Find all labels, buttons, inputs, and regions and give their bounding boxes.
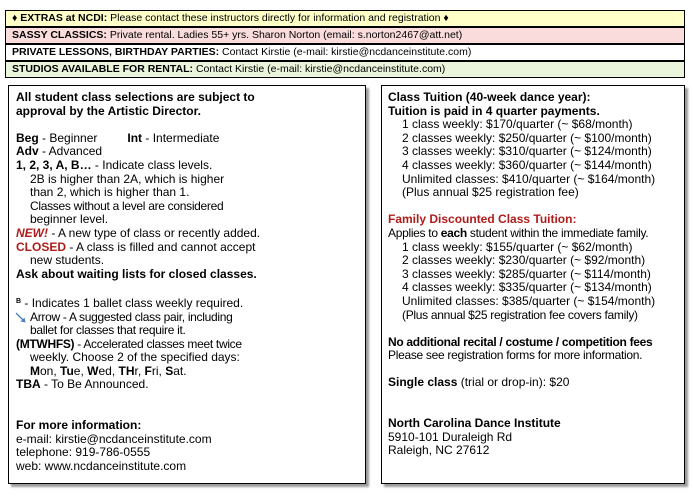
single-class-label: Single class bbox=[388, 375, 458, 390]
day-rest: on, bbox=[40, 363, 61, 378]
mtwhfs-abbr: (MTWHFS) bbox=[16, 336, 75, 351]
family-row: 4 classes weekly: $335/quarter (~ $134/month) bbox=[402, 280, 652, 295]
day-abbr: S bbox=[165, 363, 174, 378]
sassy-title: SASSY CLASSICS: bbox=[12, 29, 107, 41]
family-row: Unlimited classes: $385/quarter (~ $154/month) bbox=[402, 293, 656, 308]
family-applies-b: each bbox=[440, 225, 467, 240]
new-label: NEW! bbox=[16, 225, 48, 240]
tuition-row: 2 classes weekly: $250/quarter (~ $100/month) bbox=[402, 130, 652, 145]
int-abbr: Int bbox=[127, 130, 143, 145]
day-rest: ed, bbox=[98, 363, 119, 378]
levels-line-3: than 2, which is higher than 1. bbox=[30, 185, 190, 200]
levels-text: - Indicate class levels. bbox=[91, 157, 213, 172]
mtwhfs-line-2: weekly. Choose 2 of the specified days: bbox=[30, 350, 240, 365]
private-text: Contact Kirstie (e-mail: kirstie@ncdanceinstitute.com) bbox=[219, 46, 472, 58]
extras-text: Please contact these instructors directly for information and registration bbox=[107, 12, 444, 24]
extras-banner bbox=[5, 10, 685, 27]
closed-text: - A class is filled and cannot accept bbox=[66, 239, 256, 254]
no-fees-note: No additional recital / costume / competition fees bbox=[388, 334, 653, 349]
day-abbr: Tu bbox=[60, 363, 74, 378]
tuition-row: 1 class weekly: $170/quarter (~ $68/month) bbox=[402, 117, 633, 132]
family-row: (Plus annual $25 registration fee covers family) bbox=[402, 307, 638, 322]
day-rest: r, bbox=[134, 363, 145, 378]
studio-rental-banner bbox=[5, 61, 685, 78]
tuition-row: (Plus annual $25 registration fee) bbox=[402, 185, 579, 200]
tuition-payment-note: Tuition is paid in 4 quarter payments. bbox=[388, 103, 600, 118]
family-row: 2 classes weekly: $230/quarter (~ $92/month) bbox=[402, 253, 646, 268]
beg-text: - Beginner bbox=[38, 130, 98, 145]
address-line-1: 5910-101 Duraleigh Rd bbox=[388, 429, 513, 444]
diamond-left-icon: ♦ bbox=[12, 12, 18, 24]
tuition-title: Class Tuition bbox=[388, 90, 463, 104]
ballet-text: - Indicates 1 ballet class weekly required. bbox=[21, 295, 244, 310]
tuition-row: 3 classes weekly: $310/quarter (~ $124/month) bbox=[402, 144, 652, 159]
day-abbr: F bbox=[144, 363, 152, 378]
adv-abbr: Adv bbox=[16, 144, 39, 159]
intro-line-1: All student class selections are subject to bbox=[16, 90, 255, 104]
family-tuition-title: Family Discounted Class Tuition: bbox=[388, 212, 577, 227]
tuition-subtitle: (40-week dance year): bbox=[462, 90, 591, 104]
waiting-list-note: Ask about waiting lists for closed classes. bbox=[16, 266, 257, 281]
adv-line bbox=[16, 145, 358, 159]
days-line bbox=[16, 365, 358, 379]
arrow-line bbox=[16, 311, 358, 325]
contact-web: web: www.ncdanceinstitute.com bbox=[16, 459, 187, 474]
org-name: North Carolina Dance Institute bbox=[388, 416, 561, 431]
private-lessons-banner bbox=[5, 44, 685, 61]
levels-line bbox=[16, 159, 358, 173]
day-rest: ri, bbox=[151, 363, 166, 378]
beg-abbr: Beg bbox=[16, 130, 39, 145]
levels-line-2: 2B is higher than 2A, which is higher bbox=[30, 171, 225, 186]
family-row: 1 class weekly: $155/quarter (~ $62/month) bbox=[402, 239, 633, 254]
tba-text: - To Be Announced. bbox=[40, 377, 149, 392]
day-abbr: TH bbox=[118, 363, 135, 378]
arrow-text: Arrow - A suggested class pair, including bbox=[30, 309, 233, 324]
tba-line bbox=[16, 378, 358, 392]
diagonal-arrow-icon bbox=[14, 311, 28, 325]
extras-title: EXTRAS at NCDI: bbox=[20, 12, 108, 24]
class-key-panel bbox=[8, 85, 366, 484]
more-info-title: For more information: bbox=[16, 418, 142, 433]
level-abbreviations bbox=[16, 132, 358, 146]
family-applies-line bbox=[388, 227, 677, 241]
family-applies-a: Applies to bbox=[388, 225, 441, 240]
address-line-2: Raleigh, NC 27612 bbox=[388, 443, 490, 458]
see-forms-note: Please see registration forms for more information. bbox=[388, 348, 643, 363]
studios-text: Contact Kirstie (e-mail: kirstie@ncdanceinstitute.com) bbox=[193, 63, 446, 75]
levels-line-4: Classes without a level are considered bbox=[30, 198, 224, 213]
family-applies-c: student within the immediate family. bbox=[466, 225, 649, 240]
adv-text: - Advanced bbox=[38, 144, 103, 159]
tuition-row: 4 classes weekly: $360/quarter (~ $144/month) bbox=[402, 157, 652, 172]
diamond-right-icon: ♦ bbox=[443, 12, 449, 24]
ballet-symbol: B bbox=[16, 297, 22, 305]
tba-abbr: TBA bbox=[16, 377, 41, 392]
tuition-row: Unlimited classes: $410/quarter (~ $164/month) bbox=[402, 171, 656, 186]
mtwhfs-text: - Accelerated classes meet twice bbox=[74, 336, 242, 351]
closed-line-2: new students. bbox=[30, 253, 105, 268]
family-row: 3 classes weekly: $285/quarter (~ $114/month) bbox=[402, 266, 651, 281]
mtwhfs-line bbox=[16, 338, 358, 352]
closed-label: CLOSED bbox=[16, 239, 67, 254]
sassy-text: Private rental. Ladies 55+ yrs. Sharon Norton (email: s.norton2467@att.net) bbox=[106, 29, 463, 41]
levels-line-5: beginner level. bbox=[30, 212, 109, 227]
ballet-line bbox=[16, 295, 358, 311]
studios-title: STUDIOS AVAILABLE FOR RENTAL: bbox=[12, 63, 194, 75]
sassy-classics-banner bbox=[5, 27, 685, 44]
new-text: - A new type of class or recently added. bbox=[48, 225, 261, 240]
day-abbr: M bbox=[30, 363, 40, 378]
contact-email: e-mail: kirstie@ncdanceinstitute.com bbox=[16, 431, 212, 446]
private-title: PRIVATE LESSONS, BIRTHDAY PARTIES: bbox=[12, 46, 220, 58]
contact-phone: telephone: 919-786-0555 bbox=[16, 445, 151, 460]
day-rest: e, bbox=[73, 363, 88, 378]
tuition-panel bbox=[381, 85, 685, 484]
day-abbr: W bbox=[87, 363, 99, 378]
single-class-line bbox=[388, 376, 677, 390]
single-class-text: (trial or drop-in): $20 bbox=[457, 375, 570, 390]
levels-abbr: 1, 2, 3, A, B… bbox=[16, 157, 92, 172]
int-text: - Intermediate bbox=[142, 130, 220, 145]
arrow-line-2: ballet for classes that require it. bbox=[30, 323, 186, 338]
day-rest: at. bbox=[173, 363, 187, 378]
tuition-heading bbox=[388, 91, 677, 105]
new-line bbox=[16, 227, 358, 241]
intro-line-2: approval by the Artistic Director. bbox=[16, 103, 201, 118]
closed-line bbox=[16, 241, 358, 255]
